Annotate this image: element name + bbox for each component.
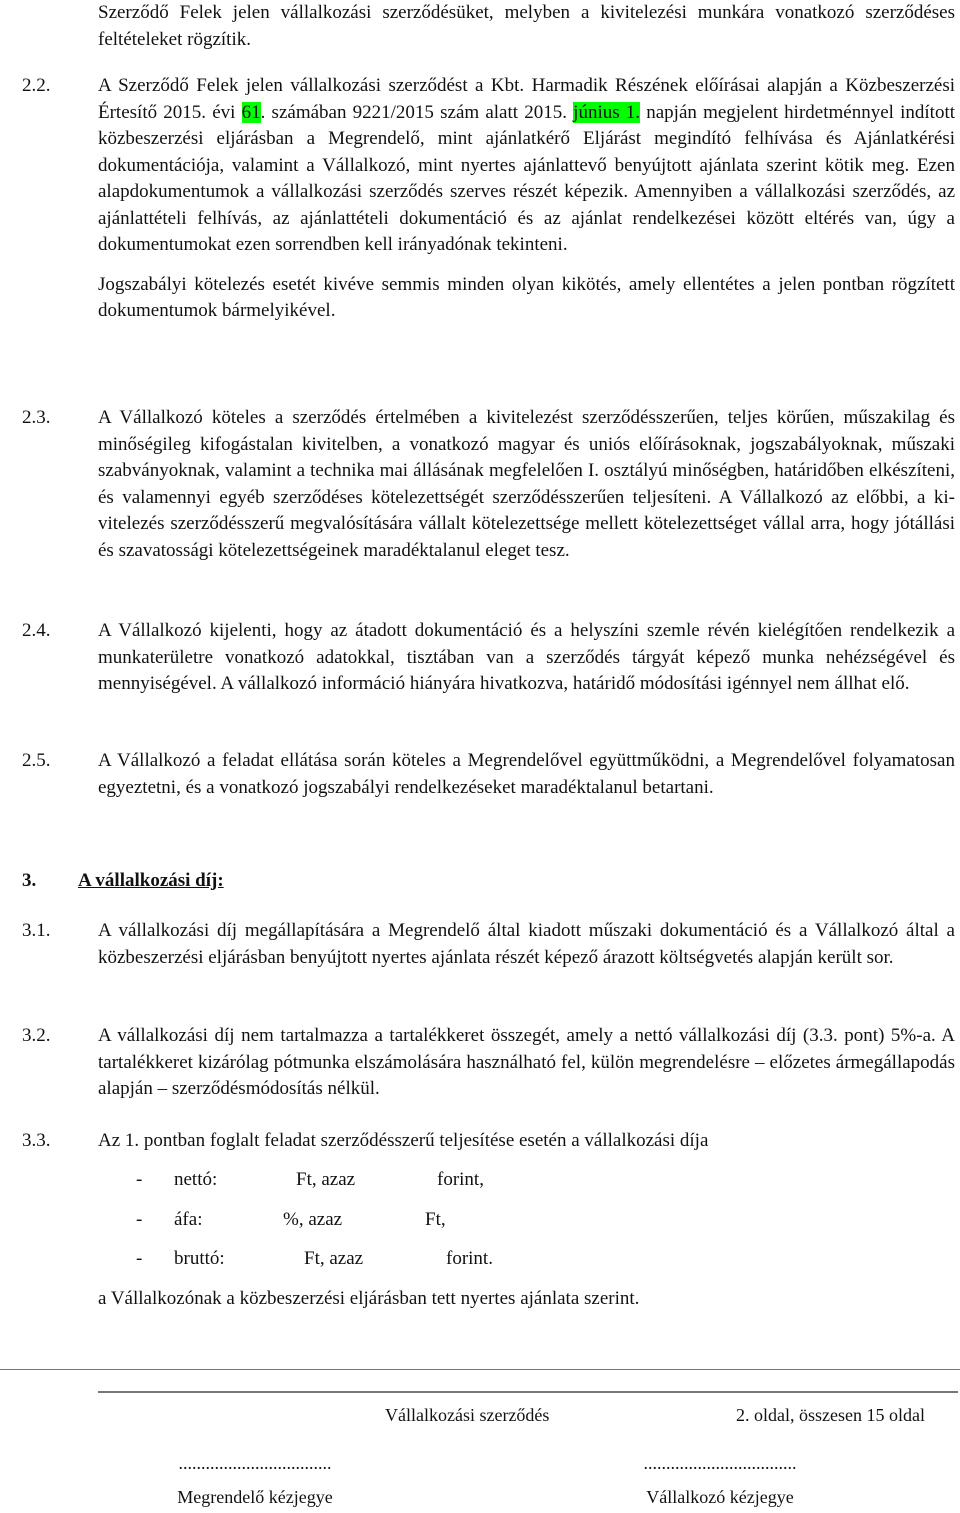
intro-paragraph — [98, 0, 955, 53]
footer-page-info: 2. oldal, összesen 15 oldal — [736, 1405, 925, 1425]
section-2-2-paragraph-2: Jogszabályi kötelezés esetét kivéve semmis minden olyan kikötés, amely ellentétes a jelen pontban rögzített dokumentumok bármelyikével. — [98, 273, 955, 321]
section-2-2-text-c: napján megjelent hirdetménnyel indított közbeszerzési eljárásban a Megrendelő, mint ajánlatkérő Eljárást megindító felhívása és Ajánlatkérési dokumentációja, valamint a Vállalkozó, mint nyertes ajánlattevő benyújtott ajánlata szerint kötik meg. Ezen alapdokumentumok a vállalkozási szerződés szerves részét képezik. Amennyiben a vállalkozási szerződés, az ajánlattételi felhívás, az ajánlattételi dokumentáció és az ajánlat rendelkezései között eltérés van, úgy a dokumentumokat ezen sorrendben kell irányadónak tekinteni. — [98, 101, 955, 255]
section-number-3: 3. — [22, 870, 37, 891]
section-2-3-text: A Vállalkozó köteles a szerződés értelmében a kivitelezést szerződésszerűen, teljes körűen, műszakilag és minőségileg kifogástalan kivitelben, a vonatkozó magyar és uniós előírásoknak, jogszabályoknak, műszaki szabványoknak, valamint a technika mai állásának megfelelően I. osztályú minőségben, határidőben elkészíteni, és valamennyi egyéb szerződéses kötelezettségét szerződésszerűen teljesíteni. A Vállalkozó az előbbi, a ki-vitelezés szerződésszerű megvalósítására vállalt kötelezettsége mellett kötelezettséget vállal arra, hogy jótállási és szavatossági kötelezettségeinek maradéktalanul eleget tesz. — [98, 407, 955, 561]
section-2-4 — [98, 618, 955, 698]
highlight-issue-number: 61 — [241, 101, 261, 123]
intro-text: Szerződő Felek jelen vállalkozási szerződésüket, melyben a kivitelezési munkára vonatkozó szerződéses feltételeket rögzítik. — [98, 2, 955, 50]
fee-item-dash: - — [136, 1209, 143, 1230]
section-3-heading — [22, 868, 224, 895]
fee-item-mid: %, azaz — [283, 1209, 343, 1230]
section-number-2-3: 2.3. — [22, 407, 51, 428]
section-2-2-text-b: . számában 9221/2015 szám alatt 2015. — [260, 101, 574, 123]
section-2-2-text-a: A Szerződő Felek jelen vállalkozási szerződést a Kbt. Harmadik Részének előírásai alapján a Közbeszerzési Értesítő 2015. évi — [98, 75, 955, 123]
section-2-5 — [98, 748, 955, 801]
signature-label-left: Megrendelő kézjegye — [177, 1487, 333, 1507]
section-3-3-text: Az 1. pontban foglalt feladat szerződésszerű teljesítése esetén a vállalkozási díja — [98, 1130, 709, 1151]
section-3-3-closing: a Vállalkozónak a közbeszerzési eljárásban tett nyertes ajánlata szerint. — [98, 1288, 640, 1309]
section-2-2-paragraph — [98, 73, 955, 259]
fee-item-end: Ft, — [425, 1209, 446, 1230]
footer-document-title: Vállalkozási szerződés — [385, 1405, 550, 1425]
footer-divider — [0, 1369, 960, 1370]
section-3-1-text: A vállalkozási díj megállapítására a Megrendelő által kiadott műszaki dokumentáció és a Vállalkozó által a közbeszerzési eljárásban benyújtott nyertes ajánlata részét képező árazott költségvetés alapján került sor. — [98, 920, 955, 968]
section-2-2 — [98, 73, 955, 325]
signature-line-right: .................................. — [643, 1453, 797, 1473]
section-3-title: A vállalkozási díj: — [78, 870, 224, 891]
section-3-2 — [98, 1023, 955, 1103]
fee-item-mid: Ft, azaz — [296, 1169, 356, 1190]
footer-divider-double — [98, 1391, 958, 1393]
highlight-date: június 1. — [573, 101, 641, 123]
signature-line-left: .................................. — [178, 1453, 332, 1473]
section-3-1 — [98, 918, 955, 971]
fee-item-label: bruttó: — [174, 1248, 225, 1269]
section-number-2-5: 2.5. — [22, 750, 51, 771]
section-number-3-2: 3.2. — [22, 1025, 51, 1046]
fee-item-label: áfa: — [174, 1209, 203, 1230]
fee-item-end: forint, — [437, 1169, 484, 1190]
section-number-2-4: 2.4. — [22, 620, 51, 641]
section-2-5-text: A Vállalkozó a feladat ellátása során köteles a Megrendelővel együttműködni, a Megrendelővel folyamatosan egyeztetni, és a vonatkozó jogszabályi rendelkezéseket maradéktalanul betartani. — [98, 750, 955, 798]
section-number-3-1: 3.1. — [22, 920, 51, 941]
section-number-3-3: 3.3. — [22, 1130, 51, 1151]
fee-item-dash: - — [136, 1248, 143, 1269]
section-number-2-2: 2.2. — [22, 75, 51, 96]
fee-item-dash: - — [136, 1169, 143, 1190]
section-2-3 — [98, 405, 955, 564]
fee-item-mid: Ft, azaz — [304, 1248, 364, 1269]
section-3-2-text: A vállalkozási díj nem tartalmazza a tartalékkeret összegét, amely a nettó vállalkozási díj (3.3. pont) 5%-a. A tartalékkeret kizárólag pótmunka elszámolására használható fel, külön megrendelésre – előzetes ármegállapodás alapján – szerződésmódosítás nélkül. — [98, 1025, 955, 1099]
fee-item-end: forint. — [446, 1248, 493, 1269]
signature-label-right: Vállalkozó kézjegye — [646, 1487, 794, 1507]
section-2-4-text: A Vállalkozó kijelenti, hogy az átadott dokumentáció és a helyszíni szemle révén kielégítően rendelkezik a munkaterületre vonatkozó adatokkal, tisztában van a szerződés tárgyát képező munka nehézségével és mennyiségével. A vállalkozó információ hiányára hivatkozva, határidő módosítási igénnyel nem állhat elő. — [98, 620, 955, 694]
fee-item-label: nettó: — [174, 1169, 218, 1190]
